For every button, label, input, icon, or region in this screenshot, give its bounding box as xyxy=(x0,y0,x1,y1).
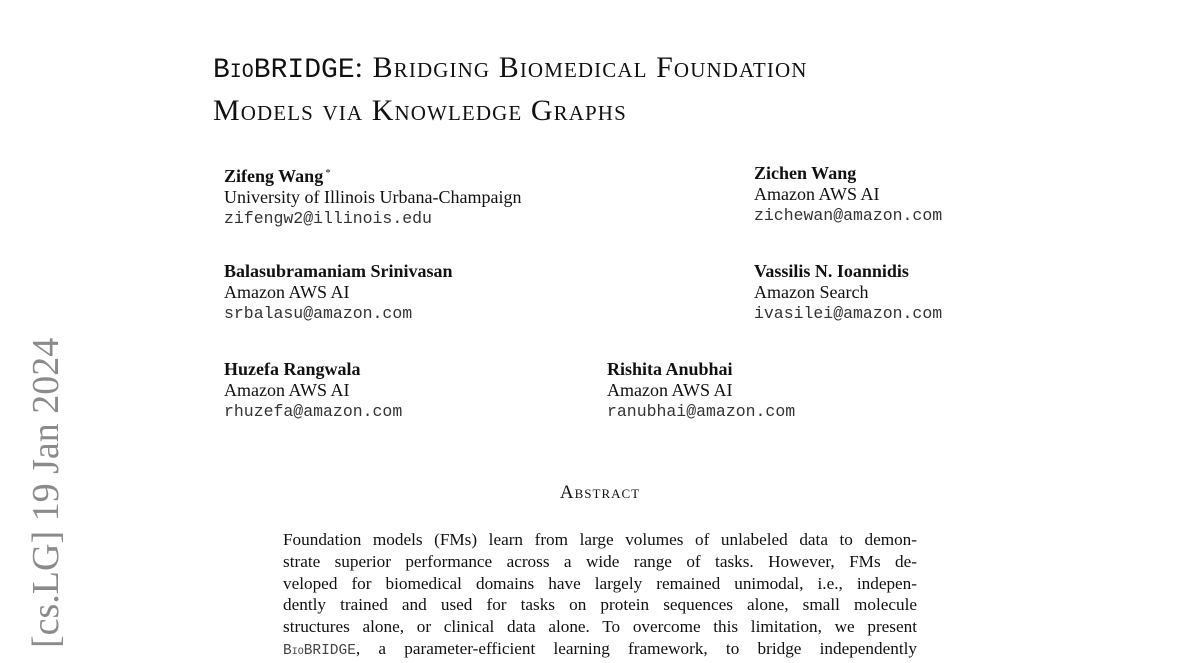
footnote-mark: * xyxy=(325,167,331,179)
author-email[interactable]: rhuzefa@amazon.com xyxy=(224,402,403,421)
author-affiliation: Amazon AWS AI xyxy=(607,380,733,400)
author-email[interactable]: srbalasu@amazon.com xyxy=(224,304,413,323)
author-email[interactable]: zichewan@amazon.com xyxy=(754,206,943,225)
author-block xyxy=(754,163,942,227)
abstract-line-partial: BioBRIDGE, a parameter-efficient learning framework, to bridge independently xyxy=(283,638,917,659)
abstract-text xyxy=(283,529,917,663)
author-name: Rishita Anubhai xyxy=(607,359,733,379)
author-name: Zichen Wang xyxy=(754,163,857,183)
abstract-line: strate superior performance across a wide range of tasks. However, FMs de- xyxy=(283,551,917,571)
author-name: Huzefa Rangwala xyxy=(224,359,361,379)
title-line-1: : Bridging Biomedical Foundation xyxy=(354,51,808,84)
method-name-inline: BioBRIDGE xyxy=(283,642,356,659)
author-affiliation: University of Illinois Urbana-Champaign xyxy=(224,187,522,207)
author-email[interactable]: ranubhai@amazon.com xyxy=(607,402,796,421)
abstract-line: structures alone, or clinical data alone. To overcome this limitation, we present xyxy=(283,617,917,637)
author-block xyxy=(224,261,453,325)
author-block xyxy=(224,163,521,230)
author-affiliation: Amazon AWS AI xyxy=(224,282,350,302)
author-email[interactable]: zifengw2@illinois.edu xyxy=(224,209,432,228)
author-affiliation: Amazon AWS AI xyxy=(754,184,880,204)
author-block xyxy=(607,359,795,423)
abstract-line: veloped for biomedical domains have largely remained unimodal, i.e., indepen- xyxy=(283,573,917,593)
author-email[interactable]: ivasilei@amazon.com xyxy=(754,304,943,323)
author-name: Zifeng Wang * xyxy=(224,166,331,186)
abstract-line: Foundation models (FMs) learn from large volumes of unlabeled data to demon- xyxy=(283,530,917,549)
title-method-name: BioBRIDGE xyxy=(213,55,355,86)
author-block xyxy=(754,261,942,325)
paper-title xyxy=(213,48,1033,131)
title-line-2: Models via Knowledge Graphs xyxy=(213,94,627,127)
author-name: Balasubramaniam Srinivasan xyxy=(224,261,453,281)
abstract-heading: Abstract xyxy=(559,482,641,503)
author-affiliation: Amazon Search xyxy=(754,282,869,302)
author-block xyxy=(224,359,402,423)
arxiv-side-stamp: [cs.LG] 19 Jan 2024 xyxy=(25,337,67,648)
author-affiliation: Amazon AWS AI xyxy=(224,380,350,400)
abstract-line: dently trained and used for tasks on protein sequences alone, small molecule xyxy=(283,595,917,615)
author-name: Vassilis N. Ioannidis xyxy=(754,261,909,281)
